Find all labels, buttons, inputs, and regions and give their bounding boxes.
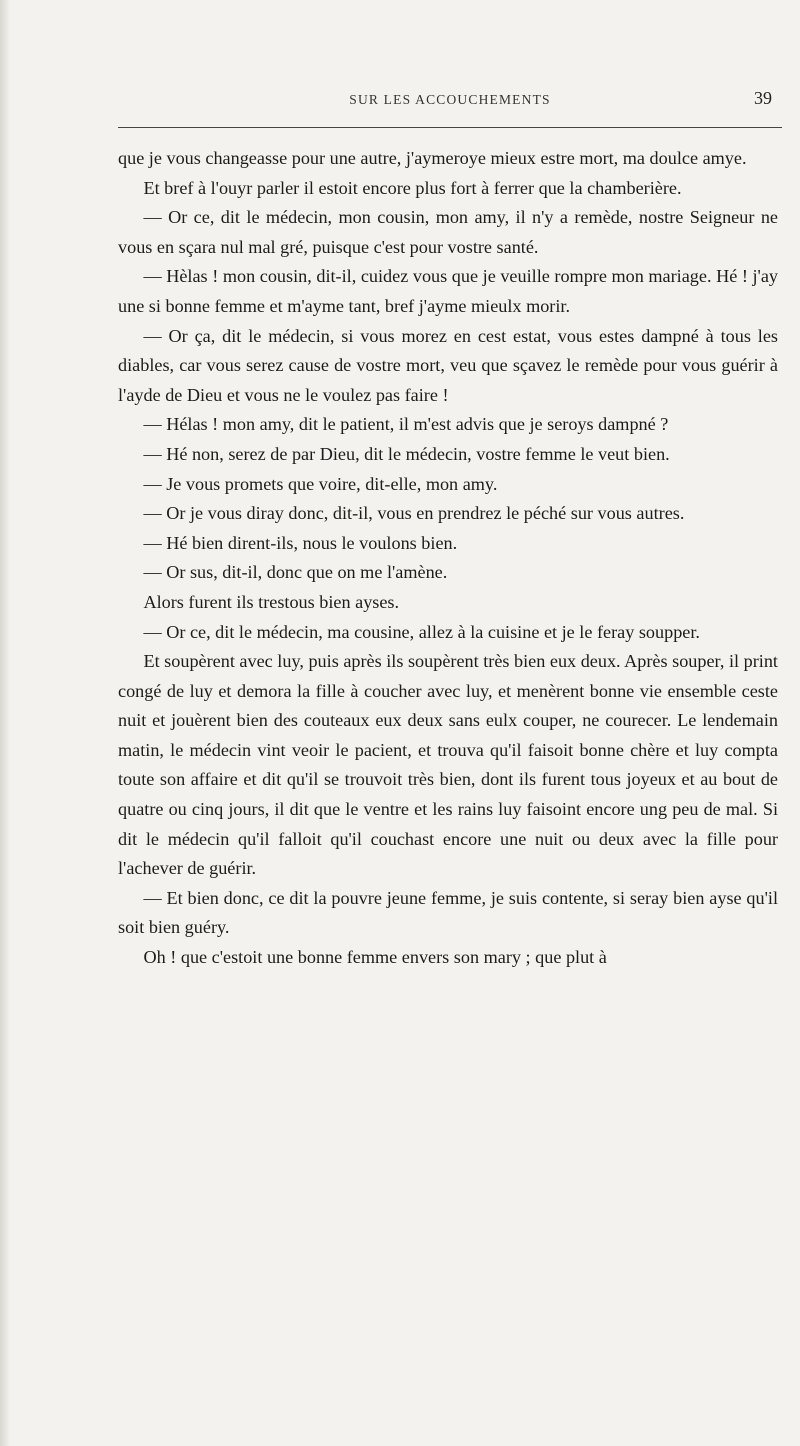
paragraph: — Or ça, dit le médecin, si vous morez en cest estat, vous estes dampné à tous les diables, car vous serez cause de vostre mort, veu que sçavez le remède pour vous guérir à l'ayde de Dieu et vous ne le voulez pas faire ! (118, 325, 778, 405)
running-head (120, 80, 780, 120)
paragraph: — Hé non, serez de par Dieu, dit le médecin, vostre femme le veut bien. (143, 443, 670, 464)
body-text (118, 144, 778, 973)
header-rule (118, 127, 782, 128)
paragraph: — Hélas ! mon amy, dit le patient, il m'est advis que je seroys dampné ? (143, 414, 669, 435)
paragraph: Et soupèrent avec luy, puis après ils soupèrent très bien eux deux. Après souper, il print congé de luy et demora la fille à coucher avec luy, et menèrent bonne vie ensemble ceste nuit et jouèrent bien des couteaux eux deux sans eulx couper, ne courecer. Le lendemain matin, le médecin vint veoir le pacient, et trouva qu'il faisoit bonne chère et luy compta toute son affaire et dit qu'il se trouvoit très bien, dont ils furent tous joyeux et au bout de quatre ou cinq jours, il dit que le ventre et les rains luy faisoint encore ung peu de mal. Si dit le médecin qu'il falloit qu'il couchast encore une nuit ou deux avec la fille pour l'achever de guérir. (118, 651, 778, 879)
running-title: SUR LES ACCOUCHEMENTS (349, 92, 551, 107)
paragraph: Et bref à l'ouyr parler il estoit encore plus fort à ferrer que la chamberière. (143, 177, 682, 198)
paragraph: — Or sus, dit-il, donc que on me l'amène. (143, 562, 448, 583)
paragraph: que je vous changeasse pour une autre, j'aymeroye mieux estre mort, ma doulce amye. (118, 148, 747, 168)
paragraph: — Or ce, dit le médecin, ma cousine, allez à la cuisine et je le feray soupper. (143, 621, 700, 642)
paragraph: — Or je vous diray donc, dit-il, vous en prendrez le péché sur vous autres. (143, 503, 685, 524)
scan-shadow-edge (0, 0, 10, 1446)
paragraph: — Hèlas ! mon cousin, dit-il, cuidez vous que je veuille rompre mon mariage. Hé ! j'ay une si bonne femme et m'ayme tant, bref j'ayme mieulx morir. (118, 266, 778, 316)
paragraph: Alors furent ils trestous bien ayses. (143, 591, 400, 612)
paragraph: — Et bien donc, ce dit la pouvre jeune femme, je suis contente, si seray bien ayse qu'il soit bien guéry. (118, 887, 778, 938)
page-number: 39 (754, 88, 772, 108)
paragraph: — Or ce, dit le médecin, mon cousin, mon amy, il n'y a remède, nostre Seigneur ne vous en sçara nul mal gré, puisque c'est pour vostre santé. (118, 207, 778, 257)
paragraph: Oh ! que c'estoit une bonne femme envers son mary ; que plut à (143, 947, 607, 968)
paragraph: — Hé bien dirent-ils, nous le voulons bien. (143, 532, 458, 553)
paragraph: — Je vous promets que voire, dit-elle, mon amy. (143, 473, 498, 494)
